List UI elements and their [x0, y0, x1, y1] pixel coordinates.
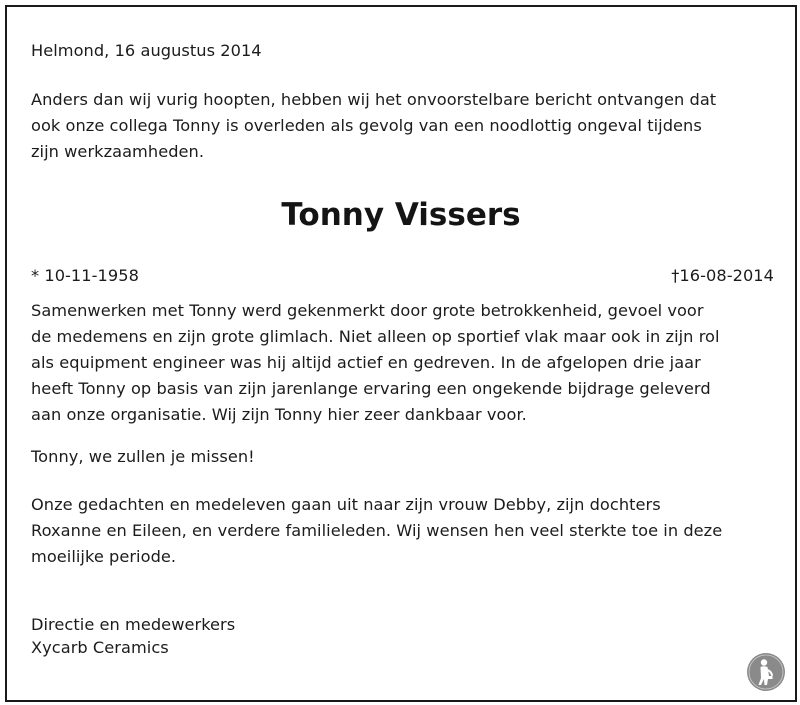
condolence-line: moeilijke periode.	[31, 547, 177, 566]
tribute-line: als equipment engineer was hij altijd actief en gedreven. In de afgelopen drie jaar	[31, 353, 701, 372]
intro-line: Anders dan wij vurig hoopten, hebben wij het onvoorstelbare bericht ontvangen dat	[31, 90, 717, 109]
death-date: †16-08-2014	[671, 266, 774, 285]
tribute-line: heeft Tonny op basis van zijn jarenlange ervaring een ongekende bijdrage geleverd	[31, 379, 711, 398]
signature-management: Directie en medewerkers	[31, 615, 236, 634]
birth-date: * 10-11-1958	[31, 266, 139, 285]
condolence-paragraph	[31, 492, 791, 570]
life-dates	[31, 263, 774, 289]
signature-company: Xycarb Ceramics	[31, 638, 169, 657]
condolence-line: Roxanne en Eileen, en verdere familieleden. Wij wensen hen veel sterkte toe in deze	[31, 521, 723, 540]
place-date: Helmond, 16 augustus 2014	[31, 41, 262, 60]
condolence-line: Onze gedachten en medeleven gaan uit naar zijn vrouw Debby, zijn dochters	[31, 495, 661, 514]
tribute-line: Samenwerken met Tonny werd gekenmerkt door grote betrokkenheid, gevoel voor	[31, 301, 704, 320]
obituary-card	[5, 5, 797, 702]
tribute-paragraph	[31, 298, 791, 428]
deceased-name: Tonny Vissers	[281, 197, 521, 233]
intro-line: zijn werkzaamheden.	[31, 142, 205, 161]
tribute-line: aan onze organisatie. Wij zijn Tonny hier zeer dankbaar voor.	[31, 405, 527, 424]
intro-paragraph	[31, 87, 781, 165]
farewell-line: Tonny, we zullen je missen!	[31, 447, 255, 466]
mourning-figure-icon	[746, 652, 786, 692]
intro-line: ook onze collega Tonny is overleden als gevolg van een noodlottig ongeval tijdens	[31, 116, 702, 135]
tribute-line: de medemens en zijn grote glimlach. Niet alleen op sportief vlak maar ook in zijn rol	[31, 327, 720, 346]
